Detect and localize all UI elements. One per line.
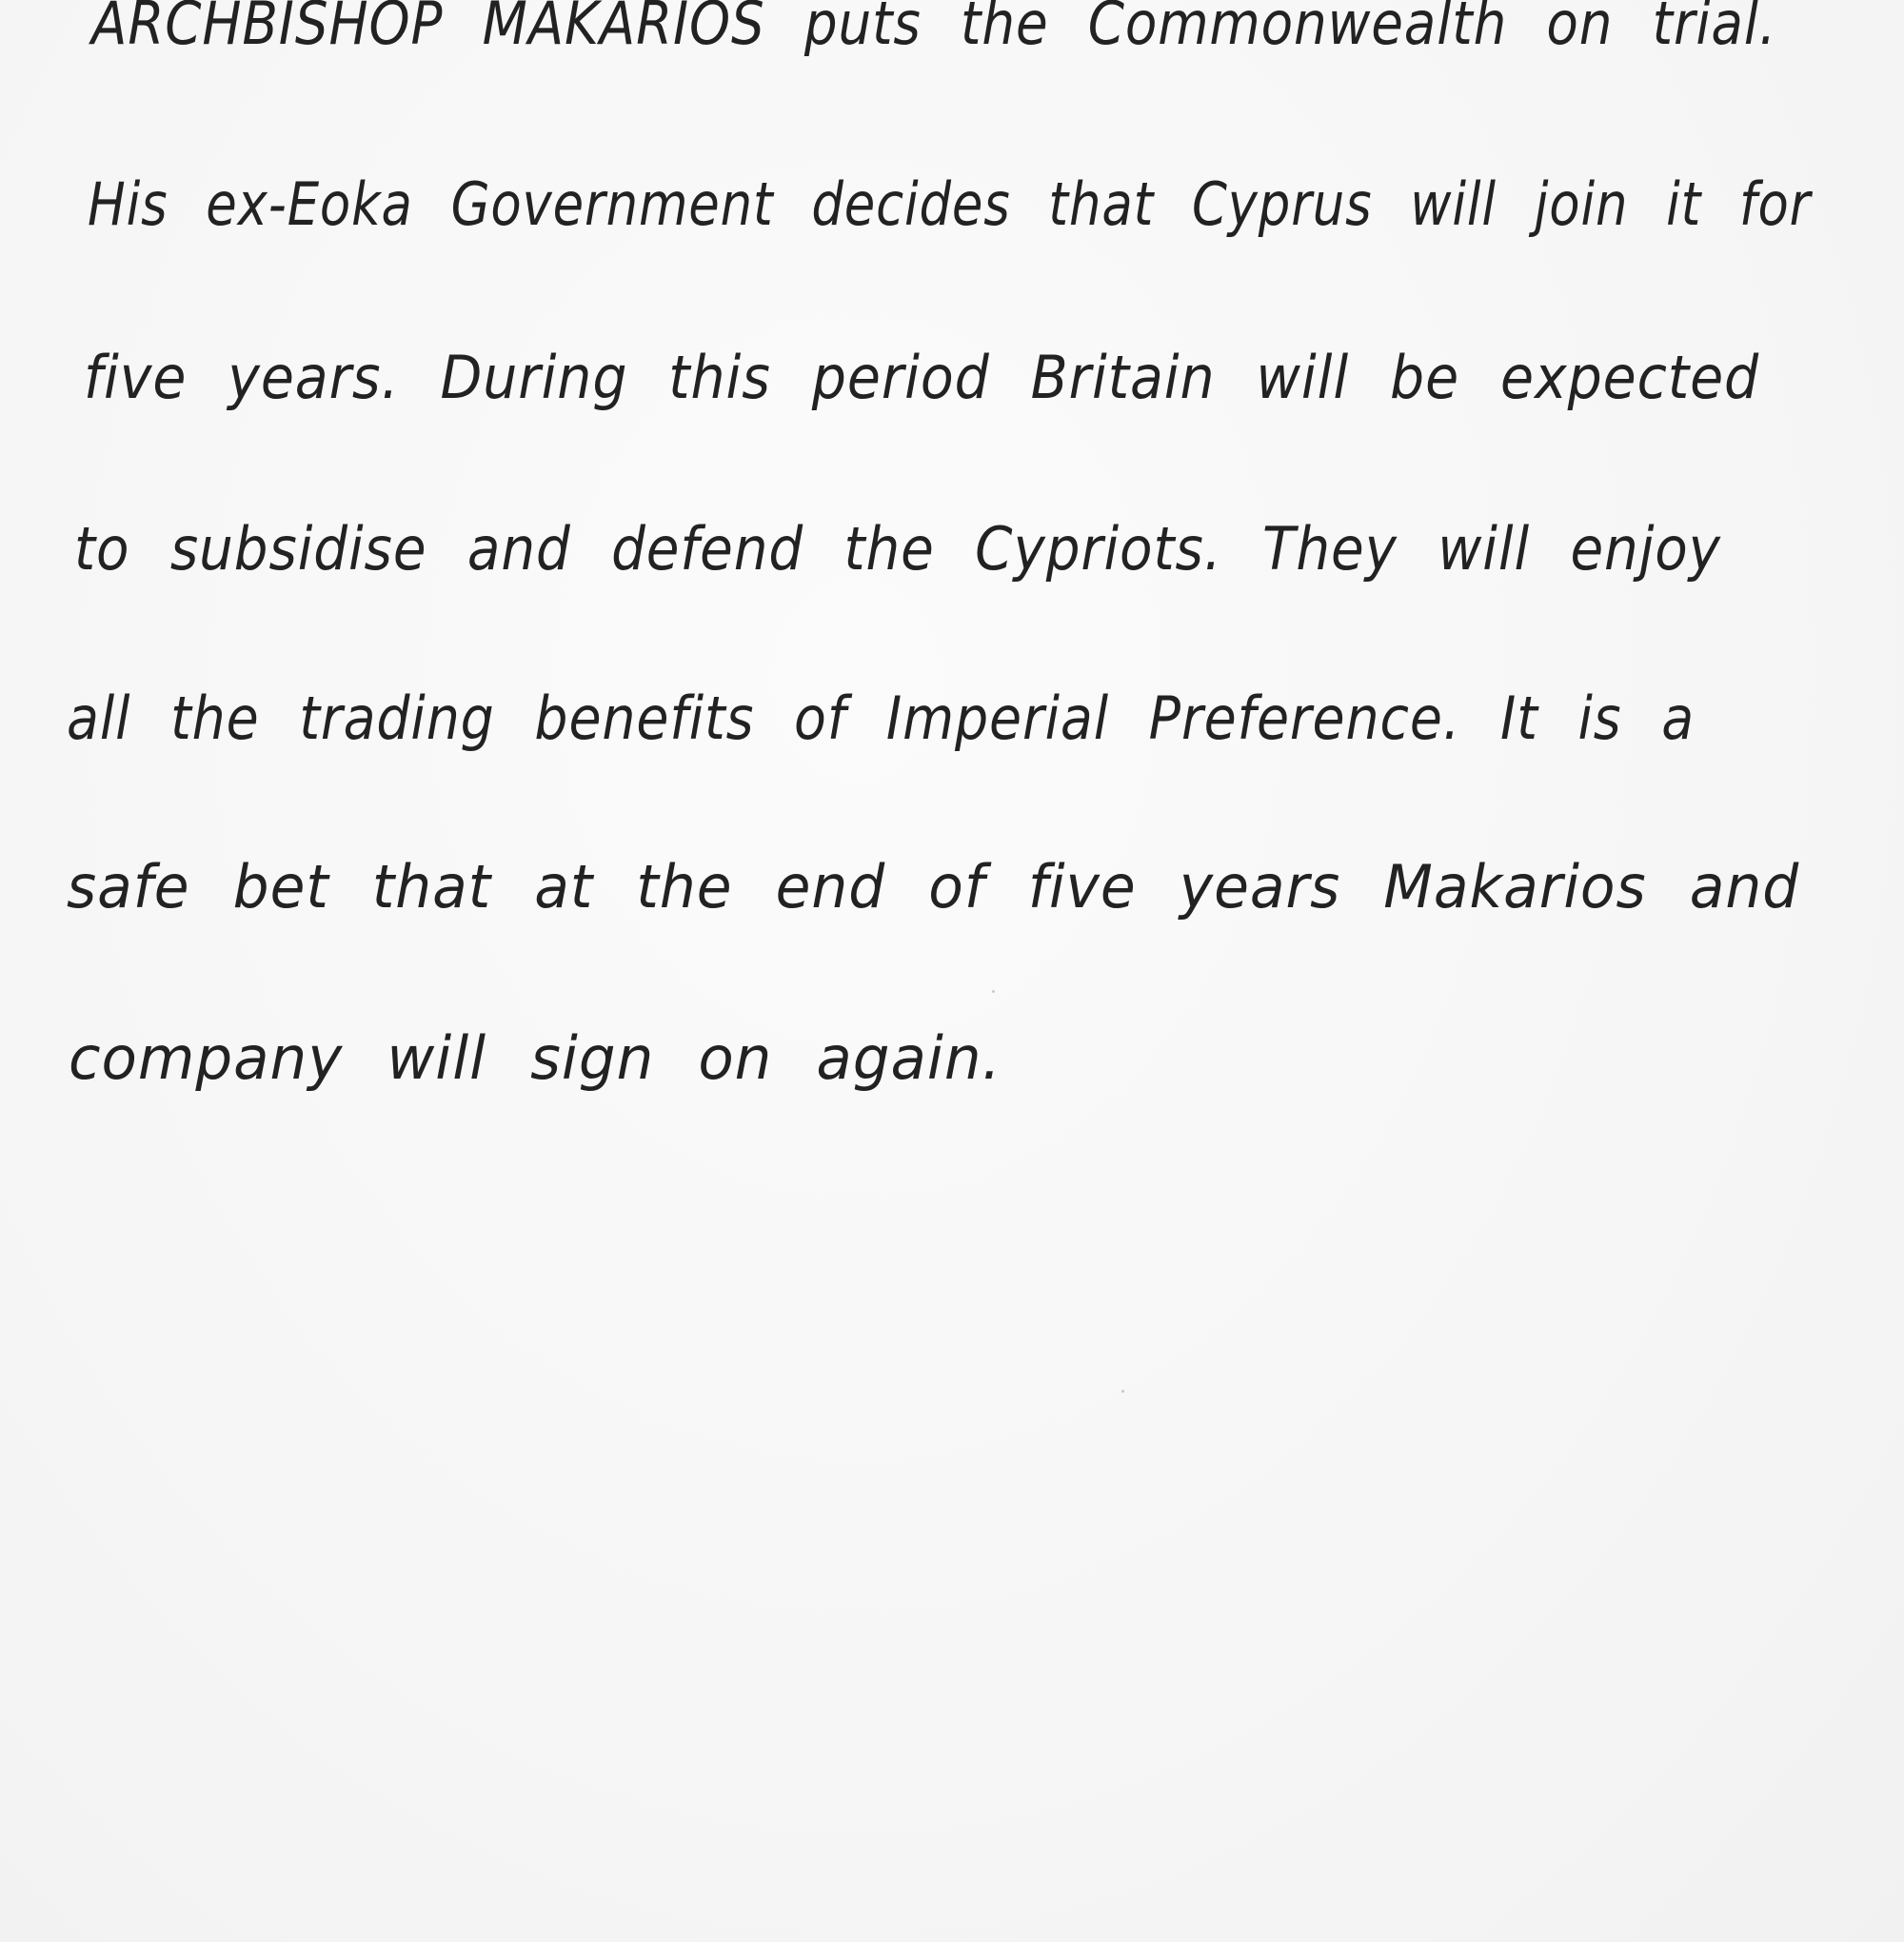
handwritten-line-1: ARCHBISHOP MAKARIOS puts the Commonwealth on trial. — [91, 0, 1777, 58]
handwritten-line-6: safe bet that at the end of five years Makarios and — [67, 852, 1800, 921]
paper-speck — [1121, 1390, 1124, 1393]
paper-speck — [992, 990, 995, 993]
handwritten-line-5: all the trading benefits of Imperial Preference. It is a — [67, 684, 1696, 753]
handwritten-line-3: five years. During this period Britain will be expected — [84, 343, 1760, 412]
handwritten-line-7: company will sign on again. — [69, 1023, 1002, 1093]
handwritten-line-4: to subsidise and defend the Cypriots. They will enjoy — [74, 514, 1721, 584]
handwritten-line-2: His ex-Eoka Government decides that Cyprus will join it for — [88, 169, 1812, 239]
